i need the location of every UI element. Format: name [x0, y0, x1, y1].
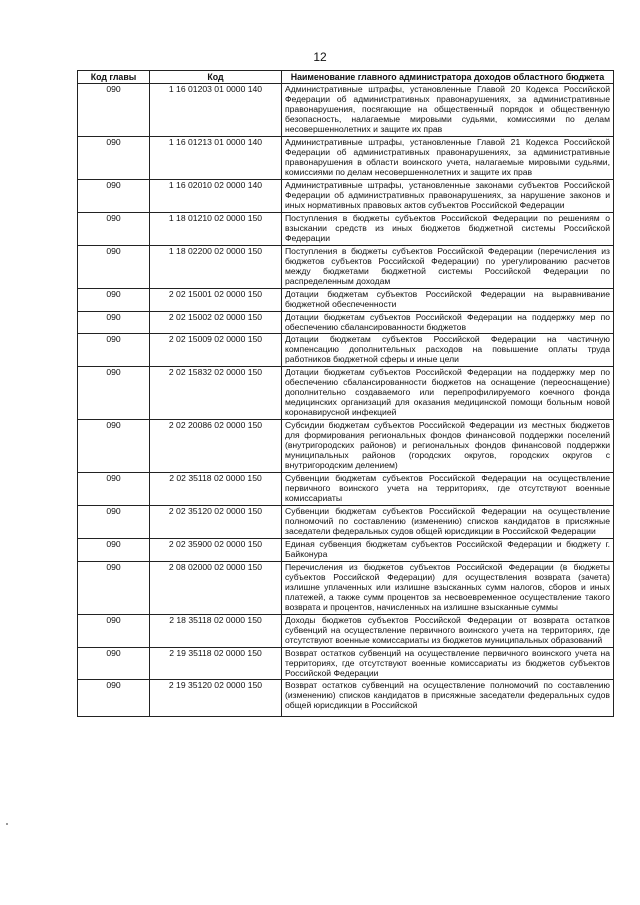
- administrator-name-cell: Субвенции бюджетам субъектов Российской Федерации на осуществление полномочий по составлению (изменению) списков кандидатов в присяжные заседатели федеральных судов общей юрисдикции в Российской Федерации: [282, 505, 614, 538]
- chapter-code-cell: 090: [78, 680, 150, 717]
- chapter-code-cell: 090: [78, 212, 150, 245]
- table-row: [78, 334, 614, 367]
- chapter-code-cell: 090: [78, 334, 150, 367]
- chapter-code-cell: 090: [78, 311, 150, 334]
- chapter-code-cell: 090: [78, 245, 150, 288]
- code-cell: 2 02 15002 02 0000 150: [150, 311, 282, 334]
- code-cell: 1 16 01213 01 0000 140: [150, 137, 282, 180]
- code-cell: 2 19 35120 02 0000 150: [150, 680, 282, 717]
- table-body: [78, 84, 614, 717]
- code-cell: 2 02 15001 02 0000 150: [150, 288, 282, 311]
- code-cell: 2 19 35118 02 0000 150: [150, 647, 282, 680]
- administrator-name-cell: Поступления в бюджеты субъектов Российской Федерации по решениям о взыскании средств из иных бюджетов бюджетной системы Российской Федерации: [282, 212, 614, 245]
- chapter-code-cell: 090: [78, 84, 150, 137]
- administrator-name-cell: [282, 680, 614, 717]
- administrator-name-cell: Административные штрафы, установленные Главой 21 Кодекса Российской Федерации об административных правонарушениях, за административные правонарушения в области воинского учета, налагаемые мировыми судьями, комиссиями по делам несовершеннолетних и защите их прав: [282, 137, 614, 180]
- administrator-name-cell: Возврат остатков субвенций на осуществление первичного воинского учета на территориях, где отсутствуют военные комиссариаты из бюджетов субъектов Российской Федерации: [282, 647, 614, 680]
- truncated-text: Возврат остатков субвенций на осуществление полномочий по составлению (изменению) списков кандидатов в присяжные заседатели федеральных судов общей юрисдикции в Российской: [285, 681, 610, 711]
- chapter-code-cell: 090: [78, 561, 150, 614]
- revenue-administrator-table: [77, 70, 614, 717]
- page-number: 12: [313, 50, 327, 64]
- table-row: [78, 647, 614, 680]
- table-row: [78, 538, 614, 561]
- administrator-name-cell: Субсидии бюджетам субъектов Российской Федерации из местных бюджетов для формирования региональных фондов финансовой поддержки поселений (внутригородских районов) и региональных фондов финансовой поддержки муниципальных районов (городских округов, городских округов с внутригородским делением): [282, 420, 614, 473]
- administrator-name-cell: Поступления в бюджеты субъектов Российской Федерации (перечисления из бюджетов субъектов Российской Федерации) по урегулированию расчетов между бюджетами бюджетной системы Российской Федерации по распределенным доходам: [282, 245, 614, 288]
- code-cell: 2 18 35118 02 0000 150: [150, 614, 282, 647]
- administrator-name-cell: Административные штрафы, установленные Главой 20 Кодекса Российской Федерации об административных правонарушениях, за административные правонарушения, посягающие на общественный порядок и общественную безопасность, налагаемые мировыми судьями, комиссиями по делам несовершеннолетних и защите их прав: [282, 84, 614, 137]
- administrator-name-cell: Дотации бюджетам субъектов Российской Федерации на поддержку мер по обеспечению сбалансированности бюджетов: [282, 311, 614, 334]
- chapter-code-cell: 090: [78, 647, 150, 680]
- code-cell: 1 16 02010 02 0000 140: [150, 179, 282, 212]
- code-cell: 2 02 35118 02 0000 150: [150, 473, 282, 506]
- code-cell: 2 08 02000 02 0000 150: [150, 561, 282, 614]
- chapter-code-cell: 090: [78, 137, 150, 180]
- table-row: [78, 137, 614, 180]
- table-row: [78, 245, 614, 288]
- chapter-code-cell: 090: [78, 473, 150, 506]
- table-header-row: [78, 71, 614, 84]
- administrator-name-cell: Единая субвенция бюджетам субъектов Российской Федерации и бюджету г. Байконура: [282, 538, 614, 561]
- table-row: [78, 288, 614, 311]
- administrator-name-cell: Субвенции бюджетам субъектов Российской Федерации на осуществление первичного воинского учета на территориях, где отсутствуют военные комиссариаты: [282, 473, 614, 506]
- chapter-code-cell: 090: [78, 505, 150, 538]
- chapter-code-cell: 090: [78, 179, 150, 212]
- scan-dot: [6, 823, 8, 825]
- code-cell: 1 16 01203 01 0000 140: [150, 84, 282, 137]
- code-cell: 2 02 35120 02 0000 150: [150, 505, 282, 538]
- code-cell: 2 02 15832 02 0000 150: [150, 367, 282, 420]
- code-cell: 2 02 20086 02 0000 150: [150, 420, 282, 473]
- chapter-code-cell: 090: [78, 288, 150, 311]
- chapter-code-cell: 090: [78, 367, 150, 420]
- header-code: Код: [150, 71, 282, 84]
- table-row: [78, 179, 614, 212]
- table-row: [78, 84, 614, 137]
- table-row: [78, 614, 614, 647]
- code-cell: 1 18 01210 02 0000 150: [150, 212, 282, 245]
- chapter-code-cell: 090: [78, 614, 150, 647]
- administrator-name-cell: Перечисления из бюджетов субъектов Российской Федерации (в бюджеты субъектов Российской Федерации) для осуществления возврата (зачета) излишне уплаченных или излишне взысканных сумм налогов, сборов и иных платежей, а также сумм процентов за несвоевременное осуществление такого возврата и процентов, начисленных на излишне взысканные суммы: [282, 561, 614, 614]
- administrator-name-cell: Дотации бюджетам субъектов Российской Федерации на выравнивание бюджетной обеспеченности: [282, 288, 614, 311]
- table-row: [78, 473, 614, 506]
- code-cell: 2 02 35900 02 0000 150: [150, 538, 282, 561]
- table-row: [78, 680, 614, 717]
- code-cell: 1 18 02200 02 0000 150: [150, 245, 282, 288]
- table-row: [78, 561, 614, 614]
- table-row: [78, 311, 614, 334]
- administrator-name-cell: Дотации бюджетам субъектов Российской Федерации на частичную компенсацию дополнительных расходов на повышение оплаты труда работников бюджетной сферы и иные цели: [282, 334, 614, 367]
- administrator-name-cell: Доходы бюджетов субъектов Российской Федерации от возврата остатков субвенций на осуществление первичного воинского учета на территориях, где отсутствуют военные комиссариаты из бюджетов муниципальных образований: [282, 614, 614, 647]
- code-cell: 2 02 15009 02 0000 150: [150, 334, 282, 367]
- administrator-name-cell: Административные штрафы, установленные законами субъектов Российской Федерации об административных правонарушениях, за нарушение законов и иных нормативных правовых актов субъектов Российской Федерации: [282, 179, 614, 212]
- table-row: [78, 212, 614, 245]
- chapter-code-cell: 090: [78, 538, 150, 561]
- chapter-code-cell: 090: [78, 420, 150, 473]
- administrator-name-cell: Дотации бюджетам субъектов Российской Федерации на поддержку мер по обеспечению сбалансированности бюджетов на оснащение (переоснащение) дополнительно создаваемого или перепрофилируемого коечного фонда медицинских организаций для оказания медицинской помощи больным новой коронавирусной инфекцией: [282, 367, 614, 420]
- table-row: [78, 420, 614, 473]
- table-row: [78, 505, 614, 538]
- table-row: [78, 367, 614, 420]
- header-administrator-name: Наименование главного администратора доходов областного бюджета: [282, 71, 614, 84]
- header-chapter-code: Код главы: [78, 71, 150, 84]
